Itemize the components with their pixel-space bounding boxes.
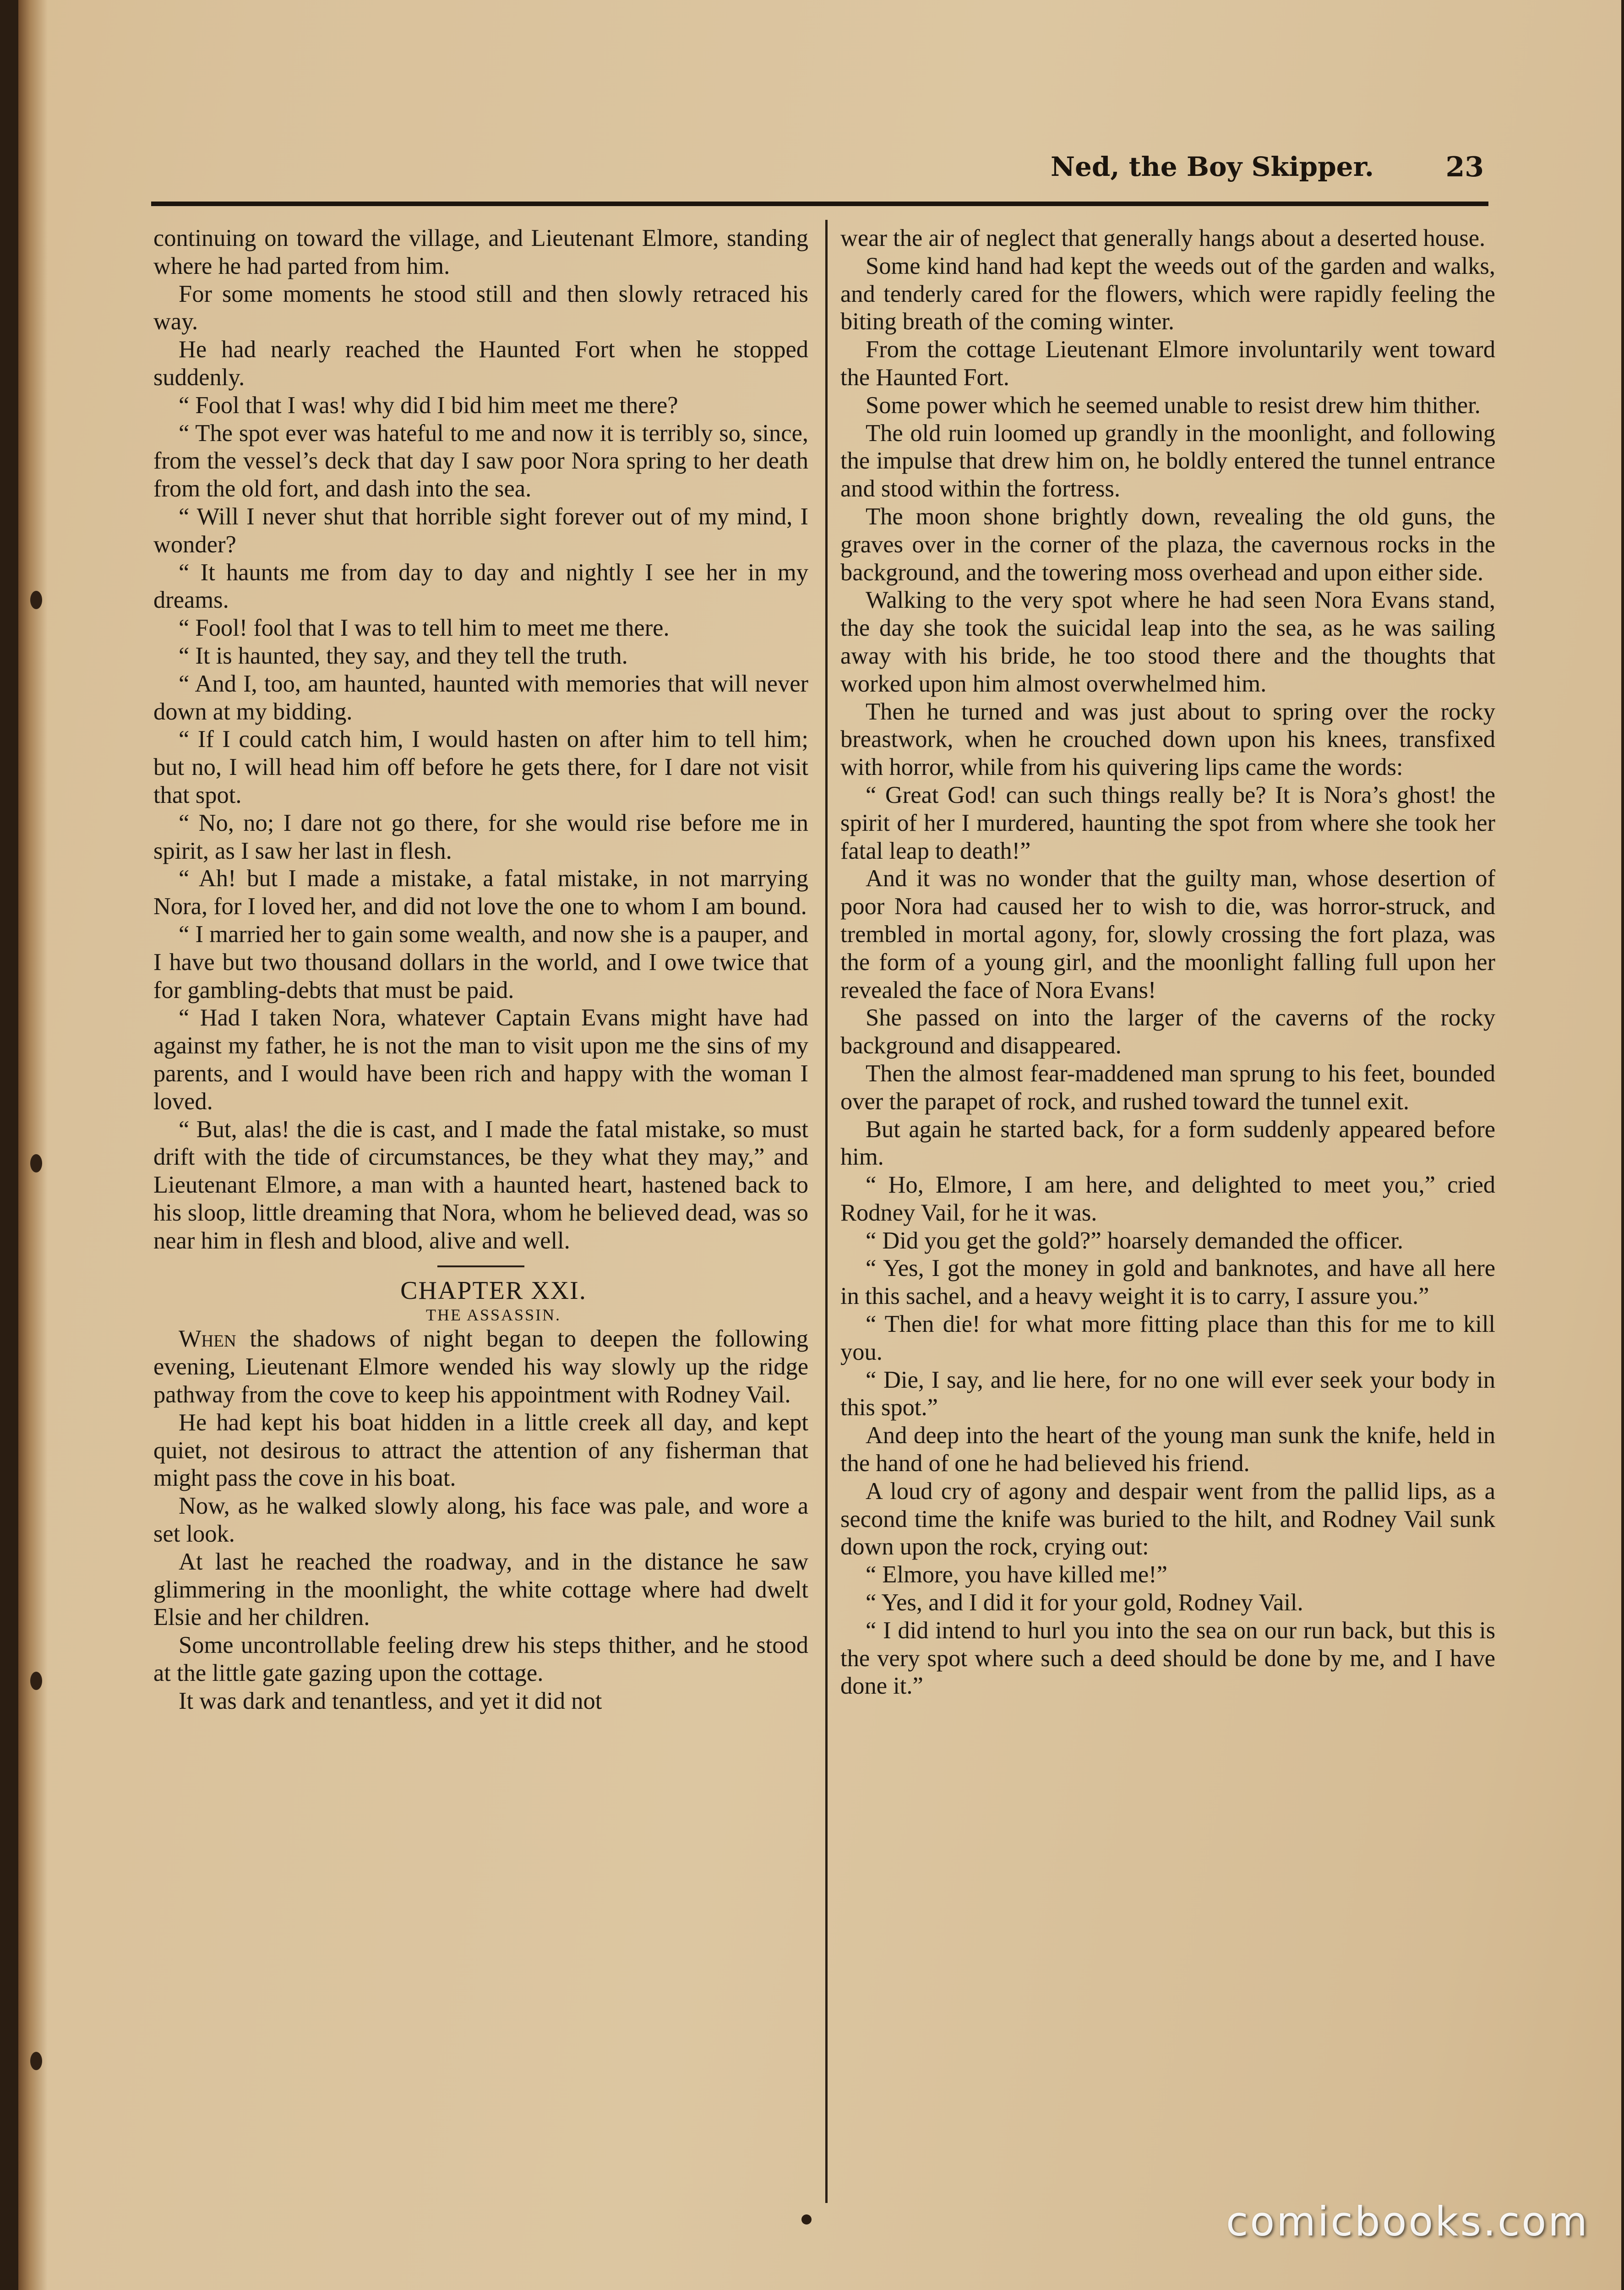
paragraph: “ Elmore, you have killed me!” (866, 1561, 1167, 1588)
chapter-title: CHAPTER XXI. (400, 1276, 587, 1305)
paragraph: “ Fool that I was! why did I bid him meet me there? (179, 392, 678, 419)
bottom-mark (801, 2214, 812, 2225)
paragraph: Some kind hand had kept the weeds out of the garden and walks, and tenderly cared for the flowers, which were rapidly feeling the biting breath of the coming winter. (840, 252, 1495, 335)
left-column (153, 224, 808, 1715)
chapter-subtitle: THE ASSASSIN. (425, 1306, 561, 1325)
page-header (156, 151, 1493, 202)
header-rule (151, 202, 1488, 206)
paragraph (153, 1325, 808, 1408)
paragraph: The old ruin loomed up grandly in the moonlight, and following the impulse that drew him on, he boldly entered the tunnel entrance and stood within the fortress. (840, 420, 1495, 502)
binding-hole (30, 591, 42, 609)
running-title: Ned, the Boy Skipper. (1050, 151, 1374, 182)
binding-hole (30, 1672, 42, 1690)
paragraph: “ If I could catch him, I would hasten on after him to tell him; but no, I will head him off before he gets there, for I dare not visit that spot. (153, 726, 808, 808)
paragraph: It was dark and tenantless, and yet it did not (179, 1687, 602, 1714)
paragraph: He had kept his boat hidden in a little creek all day, and kept quiet, not desirous to attract the attention of any fisherman that might pass the cove in his boat. (153, 1409, 808, 1492)
drop-word: When (179, 1325, 236, 1352)
paragraph: “ Did you get the gold?” hoarsely demanded the officer. (866, 1227, 1404, 1254)
page-spine-shadow (18, 0, 48, 2290)
paragraph: “ I did intend to hurl you into the sea on our run back, but this is the very spot where such a deed should be done by me, and I have done it.” (840, 1617, 1495, 1700)
paragraph: “ The spot ever was hateful to me and now it is terribly so, since, from the vessel’s deck that day I saw poor Nora spring to her death from the old fort, and dash into the sea. (153, 420, 808, 502)
binding-hole (30, 1154, 42, 1172)
paragraph: “ Ho, Elmore, I am here, and delighted to meet you,” cried Rodney Vail, for he it was. (840, 1172, 1495, 1226)
paragraph: Then the almost fear-maddened man sprung to his feet, bounded over the parapet of rock, and rushed toward the tunnel exit. (840, 1060, 1495, 1115)
column-divider (825, 220, 828, 2203)
paragraph: “ It haunts me from day to day and nightly I see her in my dreams. (153, 559, 808, 614)
paragraph: For some moments he stood still and then slowly retraced his way. (153, 280, 808, 335)
paragraph: Now, as he walked slowly along, his face was pale, and wore a set look. (153, 1493, 808, 1548)
magazine-page (18, 0, 1621, 2290)
paragraph: wear the air of neglect that generally hangs about a deserted house. (840, 225, 1486, 251)
paragraph: Some power which he seemed unable to resist drew him thither. (866, 392, 1481, 419)
paragraph: A loud cry of agony and despair went from the pallid lips, as a second time the knife was buried to the hilt, and Rodney Vail sunk down upon the rock, crying out: (840, 1478, 1495, 1560)
paragraph-text: the shadows of night began to deepen the following evening, Lieutenant Elmore wended his way slowly up the ridge pathway from the cove to keep his appointment with Rodney Vail. (153, 1325, 808, 1408)
paragraph: At last he reached the roadway, and in the distance he saw glimmering in the moonlight, the white cottage where had dwelt Elsie and her children. (153, 1548, 808, 1631)
paragraph: “ Fool! fool that I was to tell him to meet me there. (179, 615, 670, 642)
watermark-text: comicbooks.com (1226, 2198, 1589, 2245)
paragraph: She passed on into the larger of the caverns of the rocky background and disappeared. (840, 1004, 1495, 1059)
paragraph: “ Will I never shut that horrible sight forever out of my mind, I wonder? (153, 503, 808, 558)
paragraph: “ But, alas! the die is cast, and I made the fatal mistake, so must drift with the tide of circumstances, be they what they may,” and Lieutenant Elmore, a man with a haunted heart, hastened back to his sloop, little dreaming that Nora, whom he believed dead, was so near him in flesh and blood, alive and well. (153, 1116, 808, 1254)
page-number: 23 (1445, 151, 1484, 183)
paragraph: “ No, no; I dare not go there, for she would rise before me in spirit, as I saw her last in flesh. (153, 809, 808, 864)
paragraph: Walking to the very spot where he had seen Nora Evans stand, the day she took the suicidal leap into the sea, as he was sailing away with his bride, he too stood there and the thoughts that worked upon him almost overwhelmed him. (840, 587, 1495, 697)
paragraph: “ Had I taken Nora, whatever Captain Evans might have had against my father, he is not the man to visit upon me the sins of my parents, and I would have been rich and happy with the woman I loved. (153, 1004, 808, 1115)
paragraph: “ Die, I say, and lie here, for no one will ever seek your body in this spot.” (840, 1366, 1495, 1421)
paragraph: continuing on toward the village, and Lieutenant Elmore, standing where he had parted from him. (153, 225, 808, 279)
paragraph: From the cottage Lieutenant Elmore involuntarily went toward the Haunted Fort. (840, 336, 1495, 391)
paragraph: “ Yes, and I did it for your gold, Rodney Vail. (866, 1589, 1303, 1616)
paragraph: And it was no wonder that the guilty man, whose desertion of poor Nora had caused her to wish to die, was horror-struck, and trembled in mortal agony, for, slowly crossing the fort plaza, was the form of a young girl, and the moonlight falling full upon her revealed the face of Nora Evans! (840, 865, 1495, 1003)
paragraph: Some uncontrollable feeling drew his steps thither, and he stood at the little gate gazing upon the cottage. (153, 1632, 808, 1687)
paragraph: “ Great God! can such things really be? It is Nora’s ghost! the spirit of her I murdered, haunting the spot from where she took her fatal leap to death!” (840, 781, 1495, 864)
paragraph: “ And I, too, am haunted, haunted with memories that will never down at my bidding. (153, 670, 808, 725)
paragraph: The moon shone brightly down, revealing the old guns, the graves over in the corner of the plaza, the cavernous rocks in the background, and the towering moss overhead and upon either side. (840, 503, 1495, 586)
paragraph: “ Yes, I got the money in gold and banknotes, and have all here in this sachel, and a heavy weight it is to carry, I assure you.” (840, 1255, 1495, 1310)
right-column (840, 224, 1495, 1700)
paragraph: “ I married her to gain some wealth, and now she is a pauper, and I have but two thousand dollars in the world, and I owe twice that for gambling-debts that must be paid. (153, 921, 808, 1003)
paragraph: He had nearly reached the Haunted Fort when he stopped suddenly. (153, 336, 808, 391)
paragraph: “ Ah! but I made a mistake, a fatal mistake, in not marrying Nora, for I loved her, and did not love the one to whom I am bound. (153, 865, 808, 920)
paragraph: “ It is haunted, they say, and they tell the truth. (179, 642, 628, 669)
paragraph: “ Then die! for what more fitting place than this for me to kill you. (840, 1311, 1495, 1365)
chapter-rule (437, 1265, 524, 1267)
paragraph: But again he started back, for a form suddenly appeared before him. (840, 1116, 1495, 1171)
paragraph: Then he turned and was just about to spring over the rocky breastwork, when he crouched down upon his knees, transfixed with horror, while from his quivering lips came the words: (840, 698, 1495, 781)
paragraph: And deep into the heart of the young man sunk the knife, held in the hand of one he had believed his friend. (840, 1422, 1495, 1477)
binding-hole (30, 2052, 42, 2070)
